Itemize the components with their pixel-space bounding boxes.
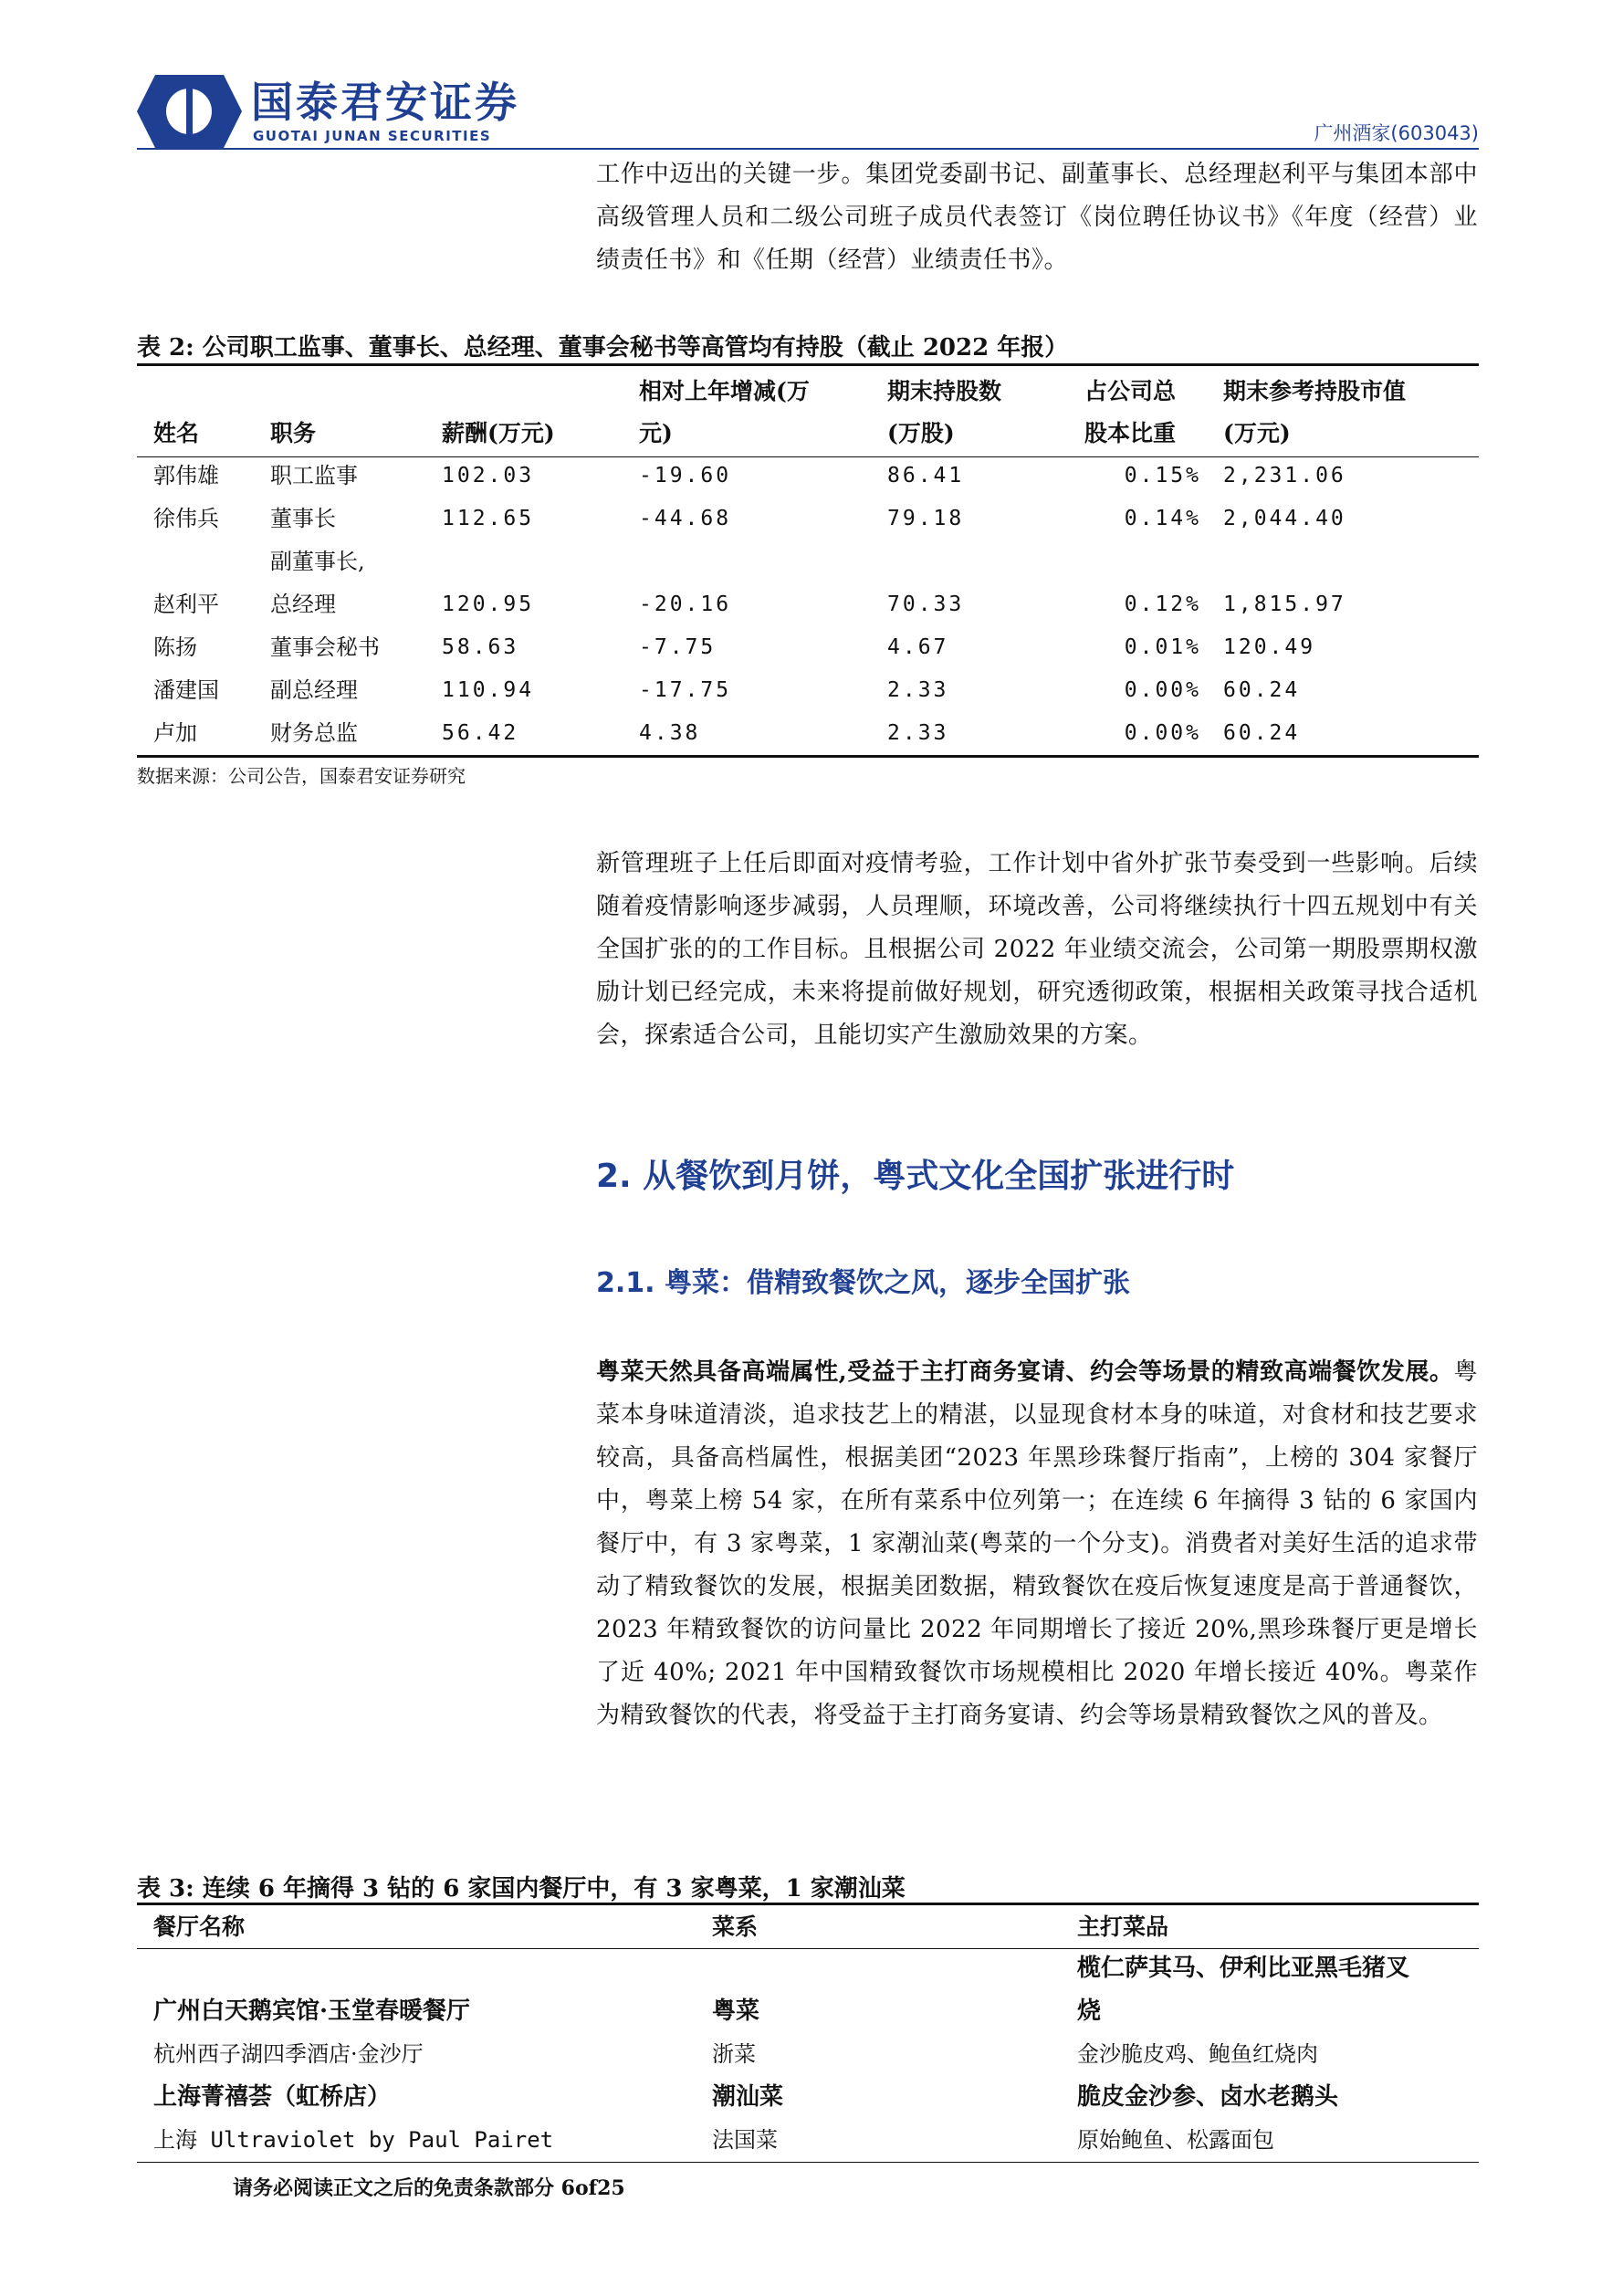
table3-cell-dish: 脆皮金沙参、卤水老鹅头 bbox=[1077, 2083, 1339, 2111]
table2-cell-name: 赵利平 bbox=[153, 592, 219, 617]
table2-cell-ratio: 0.12% bbox=[1124, 592, 1201, 616]
table2-cell-ratio: 0.01% bbox=[1124, 635, 1201, 659]
table2-cell-name: 郭伟雄 bbox=[153, 463, 219, 488]
table3-cell-name: 广州白天鹅宾馆·玉堂春暖餐厅 bbox=[153, 1997, 471, 2025]
table2-cell-ratio: 0.00% bbox=[1124, 721, 1201, 745]
table3-cell-dish: 原始鲍鱼、松露面包 bbox=[1077, 2127, 1274, 2153]
table2-cell-value: 120.49 bbox=[1223, 635, 1316, 659]
table2-cell-name: 徐伟兵 bbox=[153, 506, 219, 531]
table2-cell-ratio: 0.15% bbox=[1124, 464, 1201, 488]
table3-cell-name: 杭州西子湖四季酒店·金沙厅 bbox=[153, 2041, 424, 2067]
paragraph-body-text: 粤菜本身味道清淡，追求技艺上的精湛，以显现食材本身的味道，对食材和技艺要求较高，具备高档属性，根据美团“2023 年黑珍珠餐厅指南”，上榜的 304 家餐厅中，粤菜上榜 54 家，在所有菜系中位列第一；在连续 6 年摘得 3 钻的 6 家国内餐厅中，有 3 家粤菜，1 家潮汕菜(粤菜的一个分支)。消费者对美好生活的追求带动了精致餐饮的发展，根据美团数据，精致餐饮在疫后恢复速度是高于普通餐饮，2023 年精致餐饮的访问量比 2022 年同期增长了接近 20%,黑珍珠餐厅更是增长了近 40%; 2021 年中国精致餐饮市场规模相比 2020 年增长接近 40%。粤菜作为精致餐饮的代表，将受益于主打商务宴请、约会等场景精致餐饮之风的普及。 bbox=[596, 1358, 1478, 1729]
table2-cell-shares: 4.67 bbox=[887, 635, 949, 659]
table2-cell-position: 董事长 bbox=[270, 506, 336, 531]
stock-tag: 广州酒家(603043) bbox=[1314, 122, 1479, 144]
table3-title: 表 3: 连续 6 年摘得 3 钻的 6 家国内餐厅中，有 3 家粤菜，1 家潮汕菜 bbox=[137, 1875, 906, 1903]
table2-cell-position: 财务总监 bbox=[270, 720, 358, 746]
company-logo bbox=[137, 75, 593, 148]
paragraph-body-lead: 粤菜天然具备高端属性,受益于主打商务宴请、约会等场景的精致高端餐饮发展。 bbox=[596, 1358, 1454, 1386]
table2-cell-salary: 58.63 bbox=[442, 635, 519, 659]
table3-header-cuisine: 菜系 bbox=[712, 1913, 759, 1940]
paragraph-middle: 新管理班子上任后即面对疫情考验，工作计划中省外扩张节奏受到一些影响。后续随着疫情影响逐步减弱，人员理顺，环境改善，公司将继续执行十四五规划中有关全国扩张的的工作目标。且根据公司 2022 年业绩交流会，公司第一期股票期权激励计划已经完成，未来将提前做好规划，研究透彻政策，根据相关政策寻找合适机会，探索适合公司，且能切实产生激励效果的方案。 bbox=[596, 850, 1478, 1049]
table2-cell-change: -7.75 bbox=[639, 635, 717, 659]
table2-bottom-rule bbox=[137, 755, 1479, 758]
table2-cell-ratio: 0.14% bbox=[1124, 507, 1201, 530]
table2-cell-salary: 120.95 bbox=[442, 592, 535, 616]
header-divider bbox=[137, 148, 1479, 150]
table2-cell-salary: 56.42 bbox=[442, 721, 519, 745]
table2-cell-shares: 2.33 bbox=[887, 678, 949, 702]
table2-cell-value: 2,044.40 bbox=[1223, 507, 1346, 530]
section-heading-2-1: 2.1. 粤菜：借精致餐饮之风，逐步全国扩张 bbox=[596, 1267, 1130, 1299]
table2-cell-position: 总经理 bbox=[270, 592, 336, 617]
table2-header-value-line2: (万元) bbox=[1223, 420, 1291, 446]
table2-cell-change: -44.68 bbox=[639, 507, 732, 530]
section-heading-2: 2. 从餐饮到月饼，粤式文化全国扩张进行时 bbox=[596, 1158, 1235, 1195]
table2-cell-shares: 79.18 bbox=[887, 507, 965, 530]
table3-cell-dish-line1: 榄仁萨其马、伊利比亚黑毛猪叉 bbox=[1077, 1955, 1410, 1982]
table2-top-rule bbox=[137, 363, 1479, 366]
table2-cell-salary: 110.94 bbox=[442, 678, 535, 702]
table2-header-shares-line2: (万股) bbox=[887, 420, 955, 446]
table3-header-dish: 主打菜品 bbox=[1077, 1913, 1169, 1940]
table2-source: 数据来源：公司公告，国泰君安证券研究 bbox=[137, 765, 466, 787]
table2-header-change-line2: 元) bbox=[639, 420, 673, 446]
table3-cell-name: 上海 Ultraviolet by Paul Pairet bbox=[153, 2127, 554, 2153]
table2-cell-position: 副总经理 bbox=[270, 677, 358, 703]
table2-cell-salary: 102.03 bbox=[442, 464, 535, 488]
table3-cell-name: 上海菁禧荟（虹桥店） bbox=[153, 2083, 392, 2111]
page-footer: 请务必阅读正文之后的免责条款部分 6of25 bbox=[233, 2176, 625, 2200]
table2-cell-shares: 86.41 bbox=[887, 464, 965, 488]
table2-cell-value: 2,231.06 bbox=[1223, 464, 1346, 488]
table2-cell-value: 1,815.97 bbox=[1223, 592, 1346, 616]
logo-text-cn: 国泰君安证券 bbox=[251, 78, 519, 127]
table2-header-ratio-line2: 股本比重 bbox=[1084, 420, 1177, 446]
table2-cell-name: 陈扬 bbox=[153, 634, 197, 660]
table3-bottom-rule bbox=[137, 2162, 1479, 2163]
table2-cell-value: 60.24 bbox=[1223, 678, 1301, 702]
table3-cell-cuisine: 法国菜 bbox=[712, 2127, 778, 2153]
table2-header-change-line1: 相对上年增减(万 bbox=[639, 378, 810, 404]
logo-text-en: GUOTAI JUNAN SECURITIES bbox=[253, 128, 492, 144]
paragraph-top: 工作中迈出的关键一步。集团党委副书记、副董事长、总经理赵利平与集团本部中高级管理人员和二级公司班子成员代表签订《岗位聘任协议书》《年度（经营）业绩责任书》和《任期（经营）业绩责任书》。 bbox=[596, 161, 1478, 274]
table2-cell-salary: 112.65 bbox=[442, 507, 535, 530]
table2-header-value-line1: 期末参考持股市值 bbox=[1223, 378, 1407, 404]
table3-cell-cuisine: 潮汕菜 bbox=[712, 2083, 784, 2111]
table2-cell-position: 职工监事 bbox=[270, 463, 358, 488]
table2-cell-position: 董事会秘书 bbox=[270, 634, 380, 660]
table2-title: 表 2: 公司职工监事、董事长、总经理、董事会秘书等高管均有持股（截止 2022 年报） bbox=[137, 334, 1069, 362]
table3-cell-dish: 金沙脆皮鸡、鲍鱼红烧肉 bbox=[1077, 2041, 1318, 2067]
table2-header-name: 姓名 bbox=[153, 420, 200, 446]
table2-cell-change: 4.38 bbox=[639, 721, 701, 745]
table2-cell-shares: 70.33 bbox=[887, 592, 965, 616]
table2-cell-change: -20.16 bbox=[639, 592, 732, 616]
table2-header-salary: 薪酬(万元) bbox=[442, 420, 555, 446]
table2-cell-position-line1: 副董事长, bbox=[270, 549, 365, 574]
paragraph-body bbox=[596, 1351, 1478, 1737]
table2-cell-name: 潘建国 bbox=[153, 677, 219, 703]
table3-cell-cuisine: 粤菜 bbox=[712, 1997, 760, 2025]
table2-cell-change: -17.75 bbox=[639, 678, 732, 702]
table2-cell-ratio: 0.00% bbox=[1124, 678, 1201, 702]
table2-header-ratio-line1: 占公司总 bbox=[1084, 378, 1177, 404]
table2-cell-shares: 2.33 bbox=[887, 721, 949, 745]
table2-header-shares-line1: 期末持股数 bbox=[887, 378, 1002, 404]
table3-header-name: 餐厅名称 bbox=[153, 1913, 246, 1940]
table2-cell-change: -19.60 bbox=[639, 464, 732, 488]
table2-cell-value: 60.24 bbox=[1223, 721, 1301, 745]
table3-cell-dish: 烧 bbox=[1077, 1997, 1102, 2025]
table3-top-rule bbox=[137, 1903, 1479, 1905]
table2-header-position: 职务 bbox=[270, 420, 317, 446]
table2-cell-name: 卢加 bbox=[153, 720, 197, 746]
logo-mark-icon bbox=[137, 75, 242, 148]
table3-cell-cuisine: 浙菜 bbox=[712, 2041, 756, 2067]
